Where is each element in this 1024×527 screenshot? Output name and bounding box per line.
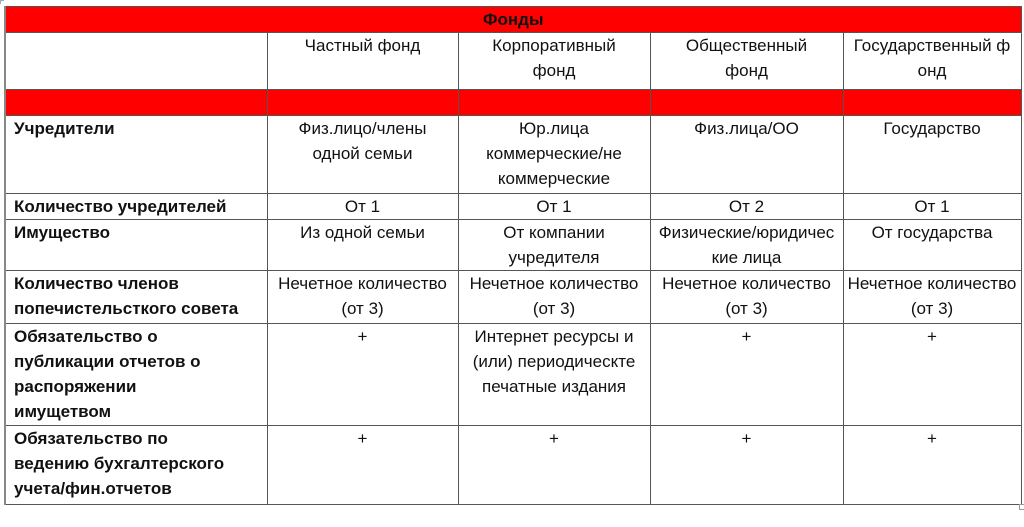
table-row-founders: [5, 116, 1021, 194]
table-row-property: [5, 220, 1021, 271]
column-header-corporate-fund: [458, 33, 650, 90]
row-label: [5, 426, 267, 505]
row-label: [5, 324, 267, 426]
separator-cell: [458, 90, 650, 116]
column-header-state-fund: [843, 33, 1021, 90]
table-cell: +: [458, 426, 650, 505]
selection-corner-marker: [0, 0, 4, 4]
table-row-publication-duty: [5, 324, 1021, 426]
table-title: Фонды: [5, 7, 1021, 33]
separator-cell: [5, 90, 267, 116]
row-label: Количество учредителей: [5, 194, 267, 220]
table-cell: Из одной семьи: [267, 220, 458, 271]
header-corner-cell: [5, 33, 267, 90]
table-cell: От государства: [843, 220, 1021, 271]
table-cell: Физ.лицо/члены одной семьи: [267, 116, 458, 194]
table-cell: Нечетное количество (от 3): [650, 271, 843, 324]
table-title-row: [5, 7, 1021, 33]
table-cell: Нечетное количество (от 3): [458, 271, 650, 324]
column-header-label: Государственный фонд: [853, 36, 1011, 80]
table-cell: От 1: [458, 194, 650, 220]
table-cell: От 1: [843, 194, 1021, 220]
table-cell: +: [843, 324, 1021, 426]
separator-cell: [650, 90, 843, 116]
cell-text: Интернет ресурсы и (или) периодическте печатные издания: [472, 327, 636, 396]
table-cell: От 1: [267, 194, 458, 220]
separator-cell: [843, 90, 1021, 116]
column-header-label: Общественный фонд: [685, 36, 808, 80]
table-cell: [458, 220, 650, 271]
table-row-accounting-duty: [5, 426, 1021, 505]
table-cell: От 2: [650, 194, 843, 220]
table-row-founder-count: [5, 194, 1021, 220]
table-cell: +: [267, 324, 458, 426]
row-label: Количество членов попечистельсткого совета: [5, 271, 267, 324]
column-header-public-fund: [650, 33, 843, 90]
table-resize-handle[interactable]: [1019, 504, 1024, 510]
separator-row: [5, 90, 1021, 116]
table-cell: Физ.лица/ОО: [650, 116, 843, 194]
table-cell: +: [267, 426, 458, 505]
table-cell: Юр.лица коммерческие/не коммерческие: [458, 116, 650, 194]
row-label-text: Обязательство по ведению бухгалтерского учета/фин.отчетов: [14, 429, 225, 498]
table-cell: Государство: [843, 116, 1021, 194]
column-header-label: Корпоративный фонд: [492, 36, 616, 80]
column-header-row: [5, 33, 1021, 90]
cell-text: От компании учредителя: [503, 223, 605, 267]
table-cell: +: [650, 324, 843, 426]
table-cell: +: [650, 426, 843, 505]
separator-cell: [267, 90, 458, 116]
column-header-private-fund: Частный фонд: [267, 33, 458, 90]
row-label: Имущество: [5, 220, 267, 271]
table-cell: Физические/юридические лица: [650, 220, 843, 271]
table-cell: Нечетное количество (от 3): [843, 271, 1021, 324]
row-label: Учредители: [5, 116, 267, 194]
funds-comparison-table: [4, 6, 1022, 505]
row-label-text: Обязательство о публикации отчетов о распоряжении имущетвом: [14, 327, 201, 421]
table-cell: +: [843, 426, 1021, 505]
table-row-board-members: [5, 271, 1021, 324]
table-cell: [458, 324, 650, 426]
table-cell: Нечетное количество (от 3): [267, 271, 458, 324]
